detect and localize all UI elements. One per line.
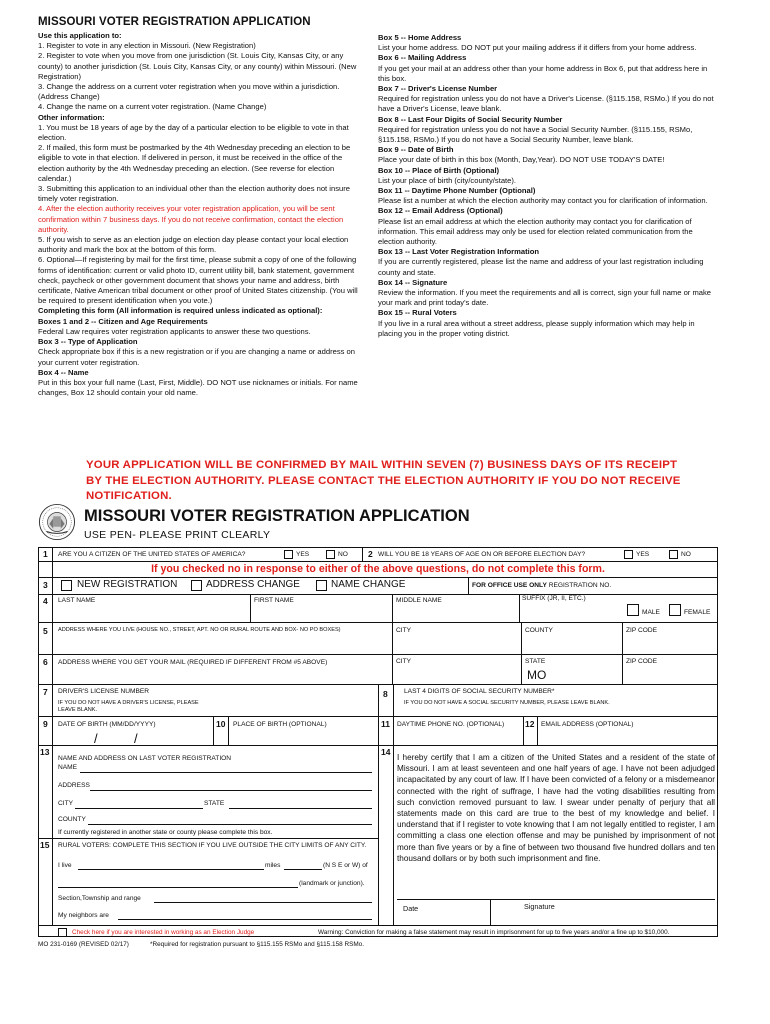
rural-voters-label: RURAL VOTERS: COMPLETE THIS SECTION IF YOU LIVE OUTSIDE THE CITY LIMITS OF ANY CITY. xyxy=(58,842,367,849)
instruction-right-paragraph: Box 5 -- Home Address xyxy=(378,33,462,42)
perjury-warning: Warning: Conviction for making a false statement may result in imprisonment for up to five years and/or a fine up to $10,000. xyxy=(318,929,670,936)
instruction-right-paragraph: Required for registration unless you do not have a Driver's License. (§115.158, RSMo.) If you do not have a Driver's License, leave blank. xyxy=(378,94,714,114)
home-zip-label: ZIP CODE xyxy=(626,627,658,634)
instruction-left-paragraph: Federal Law requires voter registration applicants to answer these two questions. xyxy=(38,326,311,336)
instruction-right-paragraph: If you live in a rural area without a street address, please supply information which may help in placing you in the proper voting district. xyxy=(378,318,695,338)
dob-slash-2: / xyxy=(134,731,138,746)
missouri-state-seal-icon xyxy=(38,503,76,541)
mailing-state-label: STATE xyxy=(525,658,546,665)
instruction-right-paragraph: Place your date of birth in this box (Month, Day,Year). DO NOT USE TODAY'S DATE! xyxy=(378,155,665,165)
drivers-license-label: DRIVER'S LICENSE NUMBER xyxy=(58,688,150,695)
box-2-number: 2 xyxy=(368,549,373,559)
drivers-license-note: IF YOU DO NOT HAVE A DRIVER'S LICENSE, PLEASE LEAVE BLANK. xyxy=(58,700,199,713)
phone-label: DAYTIME PHONE NO. (OPTIONAL) xyxy=(397,721,505,728)
instruction-right-paragraph: Please list an email address at which the election authority may contact you for clarification of information. This email address may only be used for election related communication from the election authority. xyxy=(378,216,693,247)
box-5-number: 5 xyxy=(43,626,48,636)
landmark-label: (landmark or junction). xyxy=(299,880,365,887)
i-live-label: I live xyxy=(58,862,72,869)
box-6-number: 6 xyxy=(43,657,48,667)
male-label: MALE xyxy=(642,609,660,616)
instructions-right-column xyxy=(378,33,718,339)
ssn-label: LAST 4 DIGITS OF SOCIAL SECURITY NUMBER* xyxy=(404,688,555,695)
instruction-right-paragraph: Box 15 -- Rural Voters xyxy=(378,308,457,318)
citizen-no-checkbox[interactable] xyxy=(326,550,335,559)
mailing-zip-label: ZIP CODE xyxy=(626,658,658,665)
instruction-left-paragraph: 2. Register to vote when you move from one jurisdiction (St. Louis City, Kansas City, or any county) to another jurisdiction (St. Louis City, Kansas City, or any county) within Missouri. (New Registration) xyxy=(38,51,357,81)
last-registration-state-label: STATE xyxy=(204,800,225,807)
address-change-checkbox[interactable] xyxy=(191,580,202,591)
other-state-note: If currently registered in another state or county please complete this box. xyxy=(58,829,273,836)
name-change-checkbox[interactable] xyxy=(316,580,327,591)
male-checkbox[interactable] xyxy=(627,604,639,616)
home-county-label: COUNTY xyxy=(525,627,553,634)
female-label: FEMALE xyxy=(684,609,711,616)
home-city-label: CITY xyxy=(396,627,412,634)
instruction-left-paragraph: Box 4 -- Name xyxy=(38,367,89,377)
instruction-left-paragraph: Box 3 -- Type of Application xyxy=(38,337,138,347)
neighbors-label: My neighbors are xyxy=(58,912,109,919)
direction-label: (N S E or W) of xyxy=(323,862,368,869)
instruction-right-paragraph: Review the information. If you meet the requirements and all is correct, sign your full name or make your mark and print today's date. xyxy=(378,288,712,308)
instruction-left-paragraph: 5. If you wish to serve as an election judge on election day please contact your local election authority and mark the box at the bottom of this form. xyxy=(38,235,349,255)
instruction-left-paragraph: Use this application to: xyxy=(38,31,122,40)
box-13-number: 13 xyxy=(40,747,50,757)
suffix-label: SUFFIX (JR, II, ETC.) xyxy=(522,595,586,602)
citizen-no-label: NO xyxy=(338,551,348,558)
section-township-label: Section,Township and range xyxy=(58,895,141,902)
certification-statement: I hereby certify that I am a citizen of the United States and a resident of the state of Missouri. I am at least seventeen and one half years of age. I have not been adjudged incapacitated by any court of law. If I have been convicted of a felony or a misdemeanor connected with the right of suffrage, I have had the voting disabilities resulting from such conviction removed pursuant to law. I swear under penalty of perjury that all statements made on this card are true to the best of my knowledge and belief. I understand that if I register to vote knowing that I am not legally entitled to register, I am committing a class one election offense and may be punished by imprisonment of not more than five years or by a fine of between two thousand five hundred dollars and ten thousand dollars or by both such imprisonment and fine. xyxy=(397,753,715,863)
election-judge-label: Check here if you are interested in working as an Election Judge xyxy=(72,929,255,936)
instruction-right-paragraph: Box 10 -- Place of Birth (Optional) xyxy=(378,165,500,175)
instruction-right-paragraph: Please list a number at which the election authority may contact you for clarification of information. xyxy=(378,196,708,206)
first-name-label: FIRST NAME xyxy=(254,597,294,604)
citizen-yes-checkbox[interactable] xyxy=(284,550,293,559)
box-10-number: 10 xyxy=(216,719,226,729)
instruction-left-paragraph: Check appropriate box if this is a new registration or if you are changing a name or address on your current voter registration. xyxy=(38,347,356,367)
instruction-left-paragraph: Completing this form (All information is required unless indicated as optional): xyxy=(38,306,323,316)
instruction-right-paragraph: Box 6 -- Mailing Address xyxy=(378,53,467,63)
signature-label: Signature xyxy=(524,902,555,911)
miles-label: miles xyxy=(265,862,281,869)
instruction-right-paragraph: List your place of birth (city/county/state). xyxy=(378,175,517,185)
new-registration-checkbox[interactable] xyxy=(61,580,72,591)
last-registration-label: NAME AND ADDRESS ON LAST VOTER REGISTRATION xyxy=(58,755,232,762)
box-14-number: 14 xyxy=(381,747,391,757)
box-9-number: 9 xyxy=(43,719,48,729)
new-registration-label: NEW REGISTRATION xyxy=(77,579,178,590)
name-change-label: NAME CHANGE xyxy=(331,579,406,590)
date-label: Date xyxy=(403,904,419,913)
place-of-birth-label: PLACE OF BIRTH (OPTIONAL) xyxy=(233,721,327,728)
instruction-right-paragraph: Box 12 -- Email Address (Optional) xyxy=(378,206,503,216)
box-15-number: 15 xyxy=(40,840,50,850)
instruction-left-paragraph: 2. If mailed, this form must be postmarked by the 4th Wednesday preceding an election to be eligible to vote in that election. If delivered in person, it must be received in the office of the election authority by the 4th Wednesday preceding an election. (See reverse for election calendar.) xyxy=(38,143,351,183)
instruction-right-paragraph: If you are currently registered, please list the name and address of your last registration including county and state. xyxy=(378,257,704,277)
citizen-yes-label: YES xyxy=(296,551,310,558)
middle-name-label: MIDDLE NAME xyxy=(396,597,442,604)
instruction-left-paragraph: 1. Register to vote in any election in Missouri. (New Registration) xyxy=(38,41,256,51)
box-8-number: 8 xyxy=(383,689,388,699)
instruction-left-paragraph: 6. Optional—If registering by mail for the first time, please submit a copy of one of the following forms of identification: current or valid photo ID, current utility bill, bank statement, government check, paycheck or other government document that shows your name and address, birth certificate, Native American tribal document or other proof of United States citizenship. (You will be required to present identification when you vote.) xyxy=(38,255,358,306)
instruction-right-paragraph: Box 14 -- Signature xyxy=(378,277,448,287)
last-name-label: LAST NAME xyxy=(58,597,96,604)
box-4-number: 4 xyxy=(43,596,48,606)
form-number: MO 231-0169 (REVISED 02/17) xyxy=(38,941,129,948)
email-label: EMAIL ADDRESS (OPTIONAL) xyxy=(541,721,634,728)
instruction-left-paragraph: 3. Change the address on a current voter registration when you move within a jurisdiction. (Address Change) xyxy=(38,82,340,102)
instruction-right-paragraph: If you get your mail at an address other than your home address in Box 6, put that address here in this box. xyxy=(378,63,708,83)
age-no-checkbox[interactable] xyxy=(669,550,678,559)
instruction-left-paragraph: 1. You must be 18 years of age by the day of a particular election to be eligible to vote in that election. xyxy=(38,122,349,143)
last-registration-county-label: COUNTY xyxy=(58,816,86,823)
election-judge-checkbox[interactable] xyxy=(58,928,67,937)
box-11-number: 11 xyxy=(381,719,390,729)
instruction-left-paragraph: Put in this box your full name (Last, First, Middle). DO NOT use nicknames or initials. For name changes, Box 12 should contain your old name. xyxy=(38,377,358,398)
box-1-number: 1 xyxy=(43,549,48,559)
age-yes-checkbox[interactable] xyxy=(624,550,633,559)
box-12-number: 12 xyxy=(525,719,535,729)
instructions-left-column xyxy=(38,31,364,398)
last-registration-address-label: ADDRESS xyxy=(58,782,90,789)
mailing-city-label: CITY xyxy=(396,658,412,665)
instruction-right-paragraph: List your home address. DO NOT put your mailing address if it differs from your home address. xyxy=(378,43,697,53)
address-change-label: ADDRESS CHANGE xyxy=(206,579,300,590)
footnote: *Required for registration pursuant to §115.155 RSMo and §115.158 RSMo. xyxy=(150,941,364,948)
mailing-state-value: MO xyxy=(527,668,547,682)
dob-slash-1: / xyxy=(94,731,98,746)
instruction-left-paragraph: Boxes 1 and 2 -- Citizen and Age Requirements xyxy=(38,316,208,326)
last-registration-name-label: NAME xyxy=(58,764,78,771)
instruction-left-paragraph: 4. After the election authority receives your voter registration application, you will be sent confirmation within 7 business days. If you do not receive confirmation, contact the election authority. xyxy=(38,204,344,234)
last-registration-city-label: CITY xyxy=(58,800,74,807)
box-3-number: 3 xyxy=(43,580,48,590)
instruction-right-paragraph: Required for registration unless you do not have a Social Security Number. (§115.155, RSMo, §115.158, RSMo.) If you do not have a Social Security Number, leave blank. xyxy=(378,124,693,145)
citizen-question: ARE YOU A CITIZEN OF THE UNITED STATES OF AMERICA? xyxy=(58,551,246,558)
page-title: MISSOURI VOTER REGISTRATION APPLICATION xyxy=(38,16,311,28)
age-yes-label: YES xyxy=(636,551,650,558)
instruction-left-paragraph: Other information: xyxy=(38,112,105,122)
box-7-number: 7 xyxy=(43,687,48,697)
instruction-right-paragraph: Box 8 -- Last Four Digits of Social Security Number xyxy=(378,114,563,124)
age-question: WILL YOU BE 18 YEARS OF AGE ON OR BEFORE ELECTION DAY? xyxy=(378,551,586,558)
female-checkbox[interactable] xyxy=(669,604,681,616)
home-address-label: ADDRESS WHERE YOU LIVE (HOUSE NO., STREET, APT. NO OR RURAL ROUTE AND BOX- NO PO BOXES) xyxy=(58,627,341,633)
instruction-right-paragraph: Box 13 -- Last Voter Registration Information xyxy=(378,247,540,257)
form-title: MISSOURI VOTER REGISTRATION APPLICATION xyxy=(84,507,470,525)
instruction-right-paragraph: Box 11 -- Daytime Phone Number (Optional) xyxy=(378,186,536,196)
form-subtitle: USE PEN- PLEASE PRINT CLEARLY xyxy=(84,529,271,541)
date-of-birth-label: DATE OF BIRTH (MM/DD/YYYY) xyxy=(58,721,156,728)
instruction-right-paragraph: Box 7 -- Driver's License Number xyxy=(378,84,498,94)
office-use-label: FOR OFFICE USE ONLY REGISTRATION NO. xyxy=(472,582,612,589)
mailing-address-label: ADDRESS WHERE YOU GET YOUR MAIL (REQUIRED IF DIFFERENT FROM #5 ABOVE) xyxy=(58,659,328,666)
eligibility-warning: If you checked no in response to either of the above questions, do not complete this form. xyxy=(151,563,605,575)
confirmation-notice: YOUR APPLICATION WILL BE CONFIRMED BY MAIL WITHIN SEVEN (7) BUSINESS DAYS OF ITS RECEIPT BY THE ELECTION AUTHORITY. PLEASE CONTACT THE ELECTION AUTHORITY IF YOU DO NOT RECEIVE NOTIFICATION. xyxy=(86,459,681,502)
instruction-left-paragraph: 3. Submitting this application to an individual other than the election authority does not insure timely voter registration. xyxy=(38,184,350,204)
age-no-label: NO xyxy=(681,551,691,558)
instruction-right-paragraph: Box 9 -- Date of Birth xyxy=(378,145,454,155)
instruction-left-paragraph: 4. Change the name on a current voter registration. (Name Change) xyxy=(38,102,267,112)
ssn-note: IF YOU DO NOT HAVE A SOCIAL SECURITY NUMBER, PLEASE LEAVE BLANK. xyxy=(404,700,610,706)
